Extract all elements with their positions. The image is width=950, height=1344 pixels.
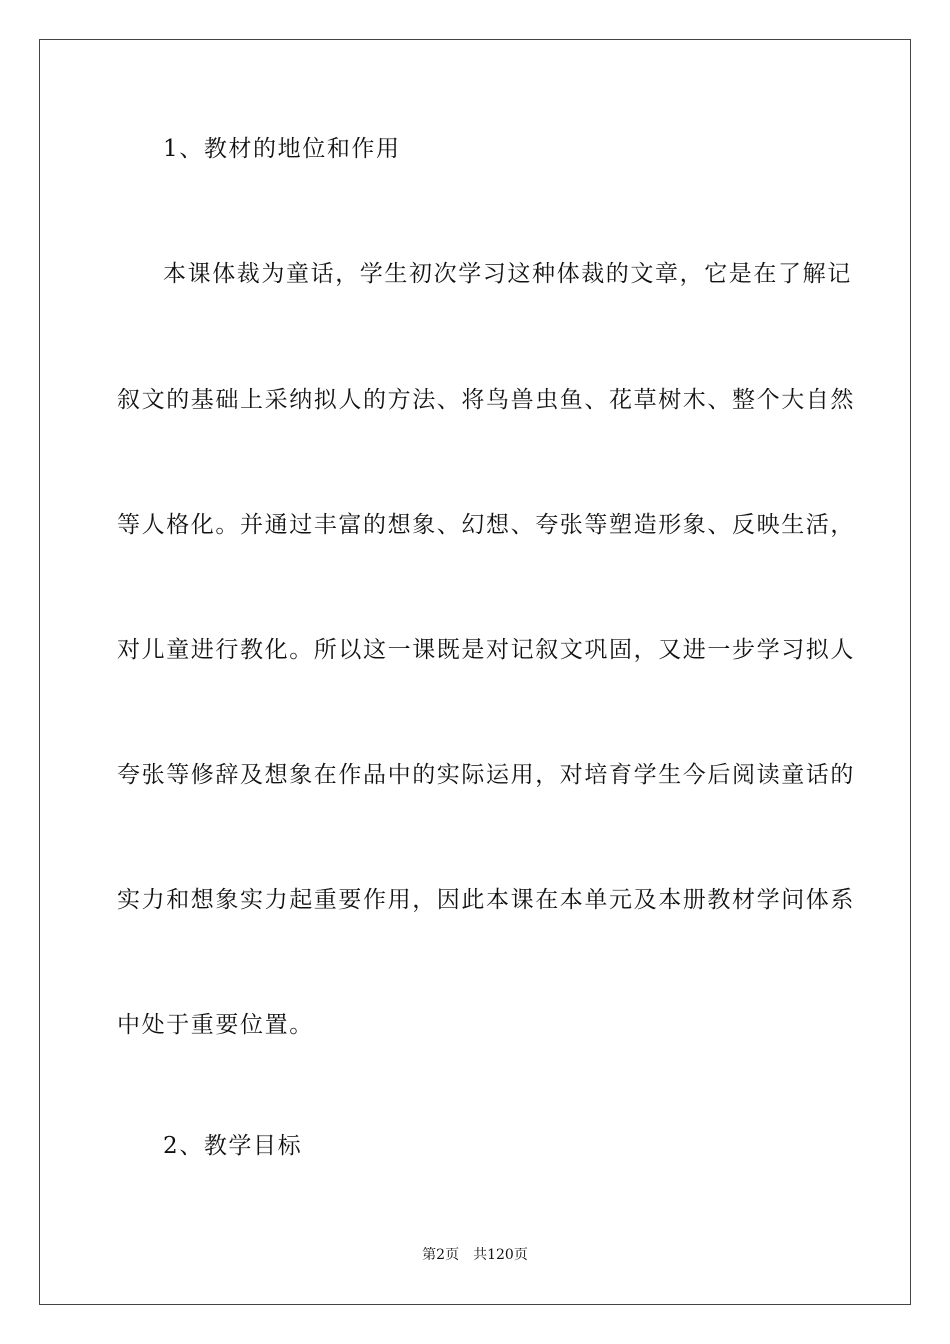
total-pages: 共120页 xyxy=(473,1247,528,1263)
paragraph-line-7: 中处于重要位置。 xyxy=(117,1012,314,1038)
page-border xyxy=(39,39,911,1305)
section-heading-1: 1、教材的地位和作用 xyxy=(163,136,401,162)
paragraph-line-1: 本课体裁为童话，学生初次学习这种体裁的文章，它是在了解记 xyxy=(163,261,852,287)
section-heading-2: 2、教学目标 xyxy=(163,1133,303,1159)
paragraph-line-4: 对儿童进行教化。所以这一课既是对记叙文巩固，又进一步学习拟人 xyxy=(117,637,855,663)
paragraph-line-3: 等人格化。并通过丰富的想象、幻想、夸张等塑造形象、反映生活， xyxy=(117,512,855,538)
paragraph-line-2: 叙文的基础上采纳拟人的方法、将鸟兽虫鱼、花草树木、整个大自然 xyxy=(117,387,855,413)
paragraph-line-5: 夸张等修辞及想象在作品中的实际运用，对培育学生今后阅读童话的 xyxy=(117,762,855,788)
paragraph-line-6: 实力和想象实力起重要作用，因此本课在本单元及本册教材学问体系 xyxy=(117,887,855,913)
page-number: 第2页 xyxy=(422,1247,460,1263)
page-footer xyxy=(0,1246,950,1264)
